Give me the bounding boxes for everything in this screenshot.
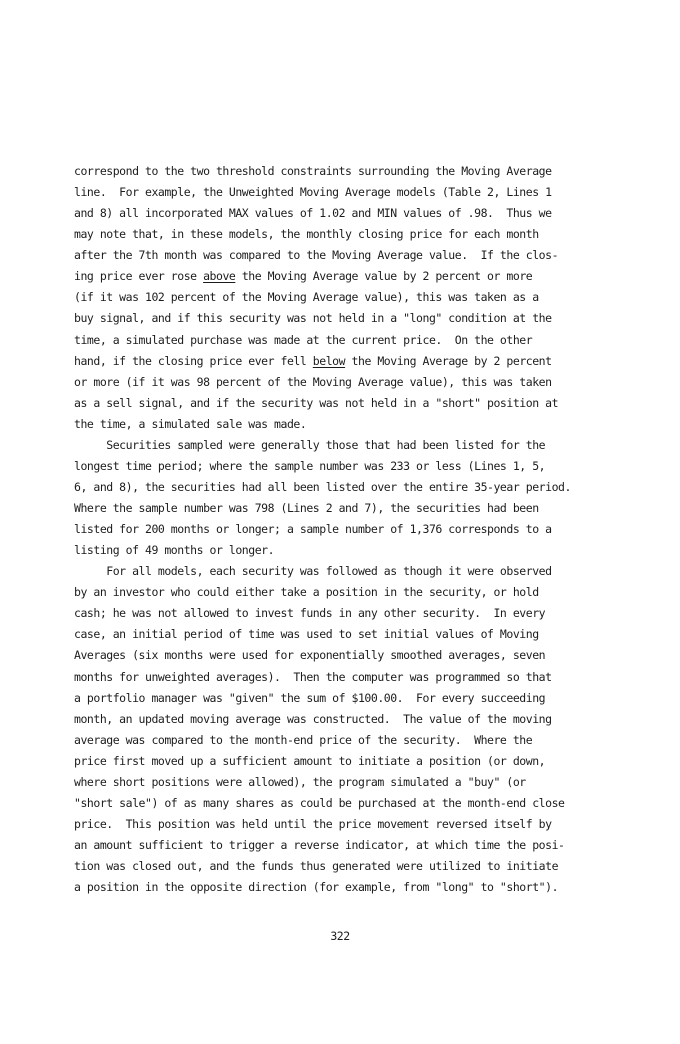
text-line: price. This position was held until the price movement reversed itself by (74, 816, 552, 831)
text-line: a position in the opposite direction (for example, from "long" to "short"). (74, 880, 559, 895)
text-line: line. For example, the Unweighted Moving Average models (Table 2, Lines 1 (74, 185, 552, 200)
text-line: average was compared to the month-end price of the security. Where the (74, 732, 533, 747)
text-line: "short sale") of as many shares as could be purchased at the month-end close (74, 795, 565, 810)
text-line: 6, and 8), the securities had all been listed over the entire 35-year period. (74, 479, 571, 494)
text-segment: ing price ever rose (74, 269, 204, 284)
text-line: listed for 200 months or longer; a sample number of 1,376 corresponds to a (74, 522, 552, 537)
underlined-word: below (312, 353, 346, 368)
text-line: may note that, in these models, the monthly closing price for each month (74, 227, 539, 242)
text-line: listing of 49 months or longer. (74, 543, 275, 558)
text-segment: hand, if the closing price ever fell (74, 353, 313, 368)
text-line: correspond to the two threshold constraints surrounding the Moving Average (74, 164, 552, 178)
text-line: month, an updated moving average was constructed. The value of the moving (74, 711, 552, 726)
text-line: months for unweighted averages). Then the computer was programmed so that (74, 669, 552, 684)
text-line: after the 7th month was compared to the Moving Average value. If the clos- (74, 248, 559, 263)
text-line: by an investor who could either take a position in the security, or hold (74, 585, 539, 600)
text-line: tion was closed out, and the funds thus generated were utilized to initiate (74, 859, 559, 874)
text-line: the time, a simulated sale was made. (74, 416, 307, 431)
text-line (74, 351, 674, 372)
text-line: an amount sufficient to trigger a reverse indicator, at which time the posi- (74, 838, 565, 852)
text-line: cash; he was not allowed to invest funds in any other security. In every (74, 606, 546, 621)
text-line: and 8) all incorporated MAX values of 1.02 and MIN values of .98. Thus we (74, 206, 552, 221)
text-line: For all models, each security was followed as though it were observed (74, 564, 552, 579)
text-line: case, an initial period of time was used to set initial values of Moving (74, 627, 539, 642)
text-line: Where the sample number was 798 (Lines 2 and 7), the securities had been (74, 501, 539, 515)
text-line: (if it was 102 percent of the Moving Average value), this was taken as a (74, 290, 539, 305)
text-line: as a sell signal, and if the security was not held in a "short" position at (74, 395, 559, 410)
body-text (74, 161, 674, 898)
text-line: Securities sampled were generally those that had been listed for the (74, 437, 546, 452)
text-segment: the Moving Average by 2 percent (345, 353, 552, 368)
underlined-word: above (203, 269, 236, 284)
text-line (74, 266, 674, 287)
text-line: longest time period; where the sample number was 233 or less (Lines 1, 5, (74, 458, 546, 473)
text-line: time, a simulated purchase was made at the current price. On the other (74, 332, 533, 347)
text-line: price first moved up a sufficient amount to initiate a position (or down, (74, 753, 546, 768)
text-segment: the Moving Average value by 2 percent or more (235, 269, 533, 284)
text-line: buy signal, and if this security was not held in a "long" condition at the (74, 311, 552, 326)
text-line: where short positions were allowed), the program simulated a "buy" (or (74, 774, 526, 789)
page-number: 322 (330, 929, 350, 943)
text-line: or more (if it was 98 percent of the Moving Average value), this was taken (74, 374, 552, 389)
text-line: a portfolio manager was "given" the sum of $100.00. For every succeeding (74, 690, 546, 705)
text-line: Averages (six months were used for exponentially smoothed averages, seven (74, 648, 546, 663)
